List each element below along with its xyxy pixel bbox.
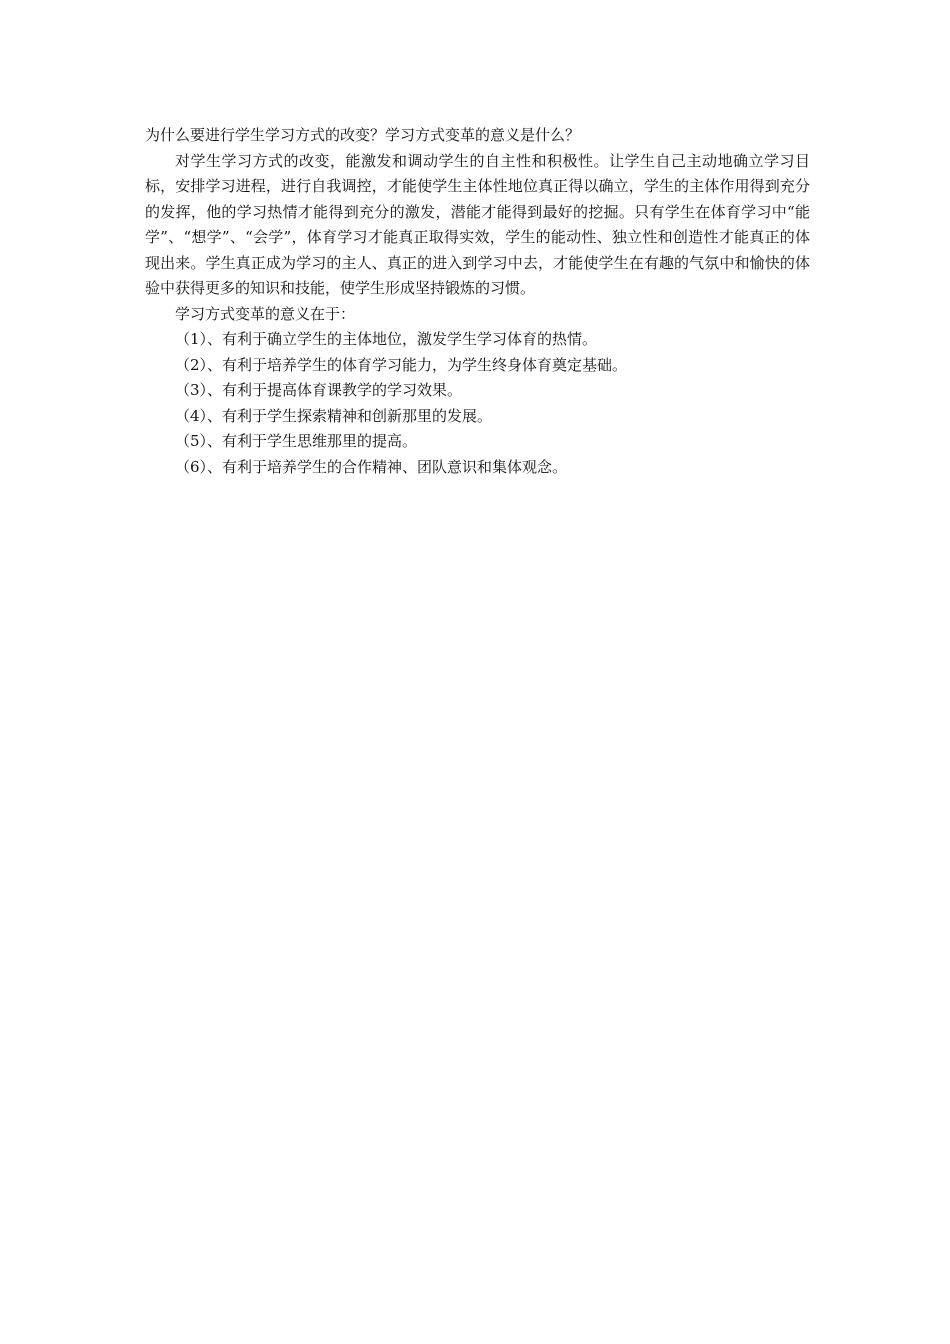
list-item: （3）、有利于提高体育课教学的学习效果。: [175, 381, 463, 399]
significance-intro: 学习方式变革的意义在于：: [175, 304, 356, 323]
list-item: （1）、有利于确立学生的主体地位，激发学生学习体育的热情。: [175, 330, 598, 348]
list-item: （2）、有利于培养学生的体育学习能力，为学生终身体育奠定基础。: [175, 355, 628, 374]
document-body: [145, 123, 810, 480]
answer-paragraph: 对学生学习方式的改变，能激发和调动学生的自主性和积极性。让学生自己主动地确立学习目标，安排学习进程，进行自我调控，才能使学生主体性地位真正得以确立，学生的主体作用得到充分的发挥，他的学习热情才能得到充分的激发，潜能才能得到最好的挖掘。只有学生在体育学习中“能学”、“想学”、“会学”，体育学习才能真正取得实效，学生的能动性、独立性和创造性才能真正的体现出来。学生真正成为学习的主人、真正的进入到学习中去，才能使学生在有趣的气氛中和愉快的体验中获得更多的知识和技能，使学生形成坚持锻炼的习惯。: [145, 151, 810, 297]
list-item: （4）、有利于学生探索精神和创新那里的发展。: [175, 406, 493, 425]
list-item: （5）、有利于学生思维那里的提高。: [175, 432, 418, 450]
significance-list: [145, 327, 810, 480]
list-item: （6）、有利于培养学生的合作精神、团队意识和集体观念。: [175, 457, 568, 476]
question-heading: 为什么要进行学生学习方式的改变？学习方式变革的意义是什么？: [145, 126, 581, 144]
